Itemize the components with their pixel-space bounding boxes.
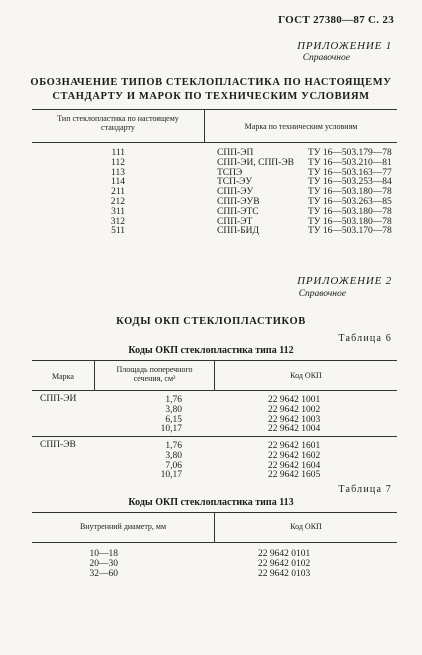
table6-group-rule: [32, 436, 397, 437]
table1-type-cell: 511: [111, 226, 125, 237]
table1-tu-cell: ТУ 16—503.180—78: [308, 206, 392, 217]
table1-grade-cell: СПП-БИД: [217, 226, 260, 237]
table1-grade-cell: СПП-ЭТ: [217, 216, 253, 227]
table7-header-rule: [32, 542, 397, 543]
table1-grade-cell: ТСП-ЭУ: [217, 177, 253, 188]
table7-code-column: [258, 550, 348, 579]
table6-area-column: [140, 396, 182, 435]
table6-grade-cell: СПП-ЭИ: [40, 394, 77, 404]
table7-code-cell: 22 9642 0101: [258, 549, 311, 559]
table6-header-code: Код ОКП: [290, 371, 322, 380]
appendix1-subtitle: Справочное: [302, 53, 350, 63]
table1-grade-cell: СПП-ЭУВ: [217, 196, 260, 207]
table1-tu-cell: ТУ 16—503.170—78: [308, 226, 392, 237]
appendix1-heading-line1: ОБОЗНАЧЕНИЕ ТИПОВ СТЕКЛОПЛАСТИКА ПО НАСТОЯЩЕМУ: [30, 77, 392, 88]
appendix2-subtitle: Справочное: [298, 289, 346, 299]
table1-col1-header-line2: стандарту: [101, 123, 135, 132]
table1-grade-cell: ТСПЭ: [217, 167, 243, 178]
table6-code-cell: 22 9642 1002: [268, 404, 321, 415]
table1-type-cell: 212: [110, 196, 125, 207]
table1-type-cell: 111: [111, 148, 125, 158]
table6-code-cell: 22 9642 1605: [268, 470, 321, 481]
table6-area-column: [140, 442, 182, 481]
table7-code-cell: 22 9642 0103: [258, 568, 311, 579]
table7-diameter-column: [80, 550, 118, 579]
table1-type-cell: 114: [111, 177, 125, 188]
table6-grade-cell: СПП-ЭВ: [40, 440, 76, 450]
table1-header-rule: [32, 142, 397, 143]
table1-col2-header: Марка по техническим условиям: [244, 122, 358, 131]
table1-tu-cell: ТУ 16—503.253—84: [308, 177, 392, 188]
table7-header-diameter: Внутренний диаметр, мм: [79, 522, 167, 531]
table6-area-cell: 10,17: [160, 424, 182, 435]
table6-title: Коды ОКП стеклопластика типа 112: [128, 345, 294, 356]
table1-grade-cell: СПП-ЭТС: [217, 206, 259, 217]
table1-grade-cell: СПП-ЭИ, СПП-ЭВ: [217, 157, 294, 168]
table6-code-cell: 22 9642 1601: [268, 441, 321, 451]
table6-area-cell: 3,80: [165, 450, 182, 461]
table7-title: Коды ОКП стеклопластика типа 113: [128, 497, 294, 508]
table1-tu-cell: ТУ 16—503.180—78: [308, 216, 392, 227]
table1-grade-column: [217, 149, 317, 237]
table1-tu-cell: ТУ 16—503.179—78: [308, 148, 392, 158]
appendix2-title: ПРИЛОЖЕНИЕ 2: [297, 275, 392, 287]
table1-type-cell: 211: [111, 187, 125, 198]
table1-col1-header-line1: Тип стеклопластика по настоящему: [57, 114, 179, 123]
table6-label: Таблица 6: [338, 333, 392, 344]
appendix1-heading-line2: СТАНДАРТУ И МАРОК ПО ТЕХНИЧЕСКИМ УСЛОВИЯМ: [52, 91, 370, 102]
table1-type-column: [60, 149, 125, 237]
table7-header-code: Код ОКП: [290, 522, 322, 531]
page-header: ГОСТ 27380—87 С. 23: [278, 14, 394, 26]
table1-tu-cell: ТУ 16—503.163—77: [308, 167, 392, 178]
table6-code-cell: 22 9642 1001: [268, 395, 321, 405]
table6-code-cell: 22 9642 1004: [268, 424, 321, 435]
table6-area-cell: 7,06: [165, 460, 182, 471]
table1-grade-cell: СПП-ЭУ: [217, 187, 254, 198]
table1-type-cell: 112: [111, 157, 125, 168]
table7-diameter-cell: 10—18: [89, 549, 118, 559]
table6-header-rule: [32, 390, 397, 391]
table6-header-area-line2: сечения, см²: [133, 374, 176, 383]
appendix1-title: ПРИЛОЖЕНИЕ 1: [297, 40, 392, 52]
table1-tu-cell: ТУ 16—503.210—81: [308, 157, 392, 168]
table6-area-cell: 3,80: [165, 404, 182, 415]
table1-tu-cell: ТУ 16—503.180—78: [308, 187, 392, 198]
table6-code-cell: 22 9642 1604: [268, 460, 321, 471]
table1-tu-column: [308, 149, 400, 237]
table1-grade-cell: СПП-ЭП: [217, 148, 254, 158]
table6-code-cell: 22 9642 1003: [268, 414, 321, 425]
table1-top-rule: [32, 109, 397, 110]
table6-code-column: [268, 396, 358, 435]
table6-area-cell: 1,76: [165, 395, 182, 405]
table7-diameter-cell: 32—60: [89, 568, 118, 579]
table1-tu-cell: ТУ 16—503.263—85: [308, 196, 392, 207]
table6-code-column: [268, 442, 358, 481]
table1-type-cell: 113: [111, 167, 125, 178]
table6-header-area-line1: Площадь поперечного: [116, 365, 193, 374]
table1-type-cell: 312: [110, 216, 125, 227]
table7-code-cell: 22 9642 0102: [258, 558, 311, 569]
table1-type-cell: 311: [111, 206, 125, 217]
table6-area-cell: 10,17: [160, 470, 182, 481]
appendix2-heading: КОДЫ ОКП СТЕКЛОПЛАСТИКОВ: [116, 316, 306, 327]
table6-header-grade: Марка: [52, 372, 74, 381]
table6-code-cell: 22 9642 1602: [268, 450, 321, 461]
table7-label: Таблица 7: [338, 484, 392, 495]
table7-diameter-cell: 20—30: [89, 558, 118, 569]
table6-area-cell: 6,15: [165, 414, 182, 425]
table6-area-cell: 1,76: [165, 441, 182, 451]
